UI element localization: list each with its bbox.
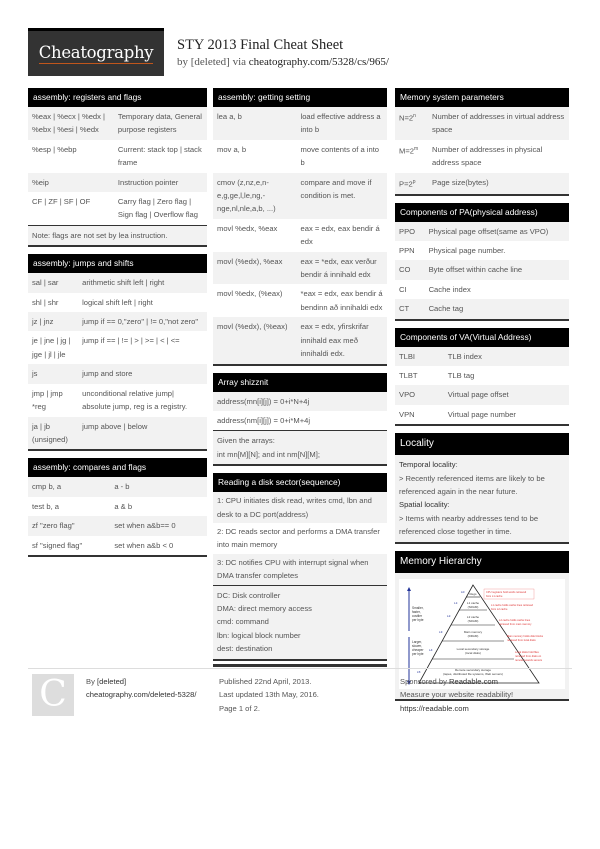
column-2 [213, 88, 387, 668]
svg-text:L1 cache holds cache lines ret: L1 cache holds cache lines retrieved [491, 603, 533, 607]
page-subtitle: by [deleted] via cheatography.com/5328/cs/965/ [177, 55, 389, 68]
section-registers [28, 88, 207, 247]
footer-sponsor: Sponsored by Readable.com Measure your website readability! https://readable.com [400, 675, 513, 715]
va-table [395, 347, 569, 425]
locality-body: Temporal locality: > Recently referenced items are likely to be referenced again in the near future. Spatial locality: > Items with nearby addresses tend to be referenced close together in time. [395, 455, 569, 541]
section-title: Memory Hierarchy [395, 551, 569, 573]
section-title: Array shizznit [213, 373, 387, 392]
svg-text:retrieved from local disks: retrieved from local disks [507, 638, 536, 642]
svg-text:L2:: L2: [447, 613, 452, 618]
footer-publish-info: Published 22nd April, 2013. Last updated 13th May, 2016. Page 1 of 2. [219, 677, 319, 713]
table-row: VPN Virtual page number [395, 405, 569, 424]
author-link[interactable]: [deleted] [97, 677, 127, 686]
column-1 [28, 88, 207, 564]
table-row: sf "signed flag" set when a&b < 0 [28, 536, 207, 555]
svg-text:L1:: L1: [454, 600, 459, 605]
section-title: assembly: registers and flags [28, 88, 207, 107]
svg-text:retrieved from main memory: retrieved from main memory [499, 622, 532, 626]
svg-text:faster,: faster, [412, 609, 421, 614]
table-row: js jump and store [28, 364, 207, 383]
getting-table [213, 107, 387, 364]
table-row: VPO Virtual page offset [395, 385, 569, 404]
table-row: %eax | %ecx | %edx | %ebx | %esi | %edx Temporary data, General purpose registers [28, 107, 207, 140]
table-row: PPN Physical page number. [395, 241, 569, 260]
table-row: sal | sar arithmetic shift left | right [28, 273, 207, 292]
sponsor-link[interactable]: Readable.com [449, 677, 498, 686]
table-row: movl (%edx), %eax eax = *edx, eax verður bendir á innihald edx [213, 252, 387, 285]
svg-text:per byte: per byte [412, 651, 424, 656]
table-row: %esp | %ebp Current: stack top | stack frame [28, 140, 207, 173]
svg-text:L0:: L0: [461, 589, 466, 594]
table-row: mov a, b move contents of a into b [213, 140, 387, 173]
table-row: cmp b, a a - b [28, 477, 207, 496]
svg-text:Remote secondary storage: Remote secondary storage [454, 667, 492, 672]
table-row: address(nm[i][j]) = 0+i*M+4j [213, 411, 387, 430]
svg-text:remote network servers: remote network servers [515, 658, 543, 662]
list-item: 1: CPU initiates disk read, writes cmd, lbn and desk to a DC port(address) [213, 492, 387, 523]
svg-text:(local disks): (local disks) [465, 650, 481, 655]
list-item: 3: DC notifies CPU with interrupt signal when DMA transfer completes [213, 554, 387, 585]
author-avatar[interactable]: C [32, 674, 74, 716]
table-row: shl | shr logical shift left | right [28, 293, 207, 312]
section-va [395, 328, 569, 427]
table-row: %eip Instruction pointer [28, 173, 207, 192]
svg-text:L4:: L4: [429, 647, 434, 652]
svg-text:L2 cache holds cache lines: L2 cache holds cache lines [499, 618, 531, 622]
section-pa [395, 203, 569, 321]
section-disk-read [213, 473, 387, 660]
table-row: je | jne | jg | jge | jl | jle jump if == | != | > | >= | < | <= [28, 331, 207, 364]
footer-author: By [deleted] cheatography.com/deleted-5328/ [86, 675, 206, 702]
svg-text:(SRAM): (SRAM) [467, 604, 479, 609]
column-3 [395, 88, 569, 708]
section-getting-setting [213, 88, 387, 366]
pa-table [395, 222, 569, 319]
sponsor-url[interactable]: https://readable.com [400, 703, 469, 713]
section-title: assembly: getting setting [213, 88, 387, 107]
array-table [213, 392, 387, 431]
section-title: assembly: compares and flags [28, 458, 207, 477]
table-row: CI Cache index [395, 280, 569, 299]
svg-text:L5:: L5: [417, 669, 422, 674]
svg-text:Main memory: Main memory [463, 629, 483, 634]
section-title: Memory system parameters [395, 88, 569, 107]
table-row: zf "zero flag" set when a&b== 0 [28, 516, 207, 535]
table-row: $N=2^n$ Number of addresses in virtual address space [395, 107, 569, 140]
registers-note: Note: flags are not set by lea instruction. [28, 225, 207, 245]
table-row: address(mn[i][j]) = 0+i*N+4j [213, 392, 387, 411]
table-row: test b, a a & b [28, 497, 207, 516]
table-row: PPO Physical page offset(same as VPO) [395, 222, 569, 241]
svg-text:L3:: L3: [439, 629, 444, 634]
section-array [213, 373, 387, 467]
table-row: $M=2^m$ Number of addresses in physical address space [395, 140, 569, 173]
svg-text:costlier: costlier [412, 613, 423, 618]
table-row: CT Cache tag [395, 299, 569, 318]
svg-text:Regs: Regs [469, 591, 477, 596]
section-title: Components of PA(physical address) [395, 203, 569, 222]
svg-text:Main memory holds disk blocks: Main memory holds disk blocks [507, 634, 544, 638]
svg-text:Larger,: Larger, [412, 639, 422, 644]
svg-text:L1 cache: L1 cache [466, 600, 480, 605]
svg-text:from L1 cache: from L1 cache [486, 594, 503, 598]
section-title: Locality [395, 433, 569, 455]
table-row: movl (%edx), (%eax) eax = edx, yfirskrifar innihald eax með innihaldi edx. [213, 317, 387, 363]
table-row: movl %edx, (%eax) *eax = edx, eax bendir á bendinn að innihaldi edx [213, 284, 387, 317]
table-row: CF | ZF | SF | OF Carry flag | Zero flag | Sign flag | Overflow flag [28, 192, 207, 225]
section-jumps [28, 254, 207, 451]
table-row: $P=2^p$ Page size(bytes) [395, 173, 569, 194]
registers-table [28, 107, 207, 225]
table-row: CO Byte offset within cache line [395, 260, 569, 279]
table-row: jz | jnz jump if == 0,"zero" | != 0,"not zero" [28, 312, 207, 331]
svg-text:(DRAM): (DRAM) [467, 633, 479, 638]
page-title: STY 2013 Final Cheat Sheet [177, 36, 344, 53]
section-memory-params [395, 88, 569, 196]
table-row: movl %edx, %eax eax = edx, eax bendir á edx [213, 219, 387, 252]
svg-text:Local secondary storage: Local secondary storage [456, 646, 490, 651]
section-title: Components of VA(Virtual Address) [395, 328, 569, 347]
list-item: 2: DC reads sector and performs a DMA transfer into main memory [217, 526, 380, 550]
disk-glossary: DC: Disk controller DMA: direct memory access cmd: command lbn: logical block number dest: destination [213, 585, 387, 659]
disk-steps [213, 492, 387, 584]
table-row: TLBT TLB tag [395, 366, 569, 385]
cheatography-logo[interactable]: Cheatography [28, 28, 164, 76]
table-row: cmov (z,nz,e,n-e,g,ge,l,le,ng,-nge,nl,nle,a,b, ...) compare and move if condition is met. [213, 173, 387, 219]
section-compares [28, 458, 207, 557]
svg-text:from L2 cache: from L2 cache [491, 607, 508, 611]
author-url[interactable]: cheatography.com/deleted-5328/ [86, 690, 197, 700]
section-title: assembly: jumps and shifts [28, 254, 207, 273]
page-footer [28, 668, 572, 728]
table-row: lea a, b load effective address a into b [213, 107, 387, 140]
table-row: TLBI TLB index [395, 347, 569, 366]
array-note: Given the arrays: int mn[M][N]; and int nm[N][M]; [213, 430, 387, 464]
svg-text:(tapes, distributed file syste: (tapes, distributed file systems, Web servers) [443, 671, 503, 676]
svg-text:slower,: slower, [412, 643, 422, 648]
jumps-table [28, 273, 207, 449]
section-locality [395, 433, 569, 543]
svg-text:L2 cache: L2 cache [466, 614, 480, 619]
section-title: Reading a disk sector(sequence) [213, 473, 387, 492]
table-row: ja | jb (unsigned) jump above | below [28, 417, 207, 450]
svg-text:cheaper: cheaper [412, 647, 424, 652]
svg-text:retrieved from disks on: retrieved from disks on [515, 654, 542, 658]
memparams-table [395, 107, 569, 194]
svg-text:(SRAM): (SRAM) [467, 618, 479, 623]
compares-table [28, 477, 207, 555]
svg-text:CPU registers hold words retri: CPU registers hold words retrieved [486, 590, 527, 594]
divider [213, 664, 387, 667]
table-row: jmp | jmp *reg unconditional relative jump| absolute jump, reg is a registry. [28, 384, 207, 417]
page-header [28, 28, 572, 76]
sheet-url[interactable]: cheatography.com/5328/cs/965/ [248, 55, 389, 68]
svg-text:per byte: per byte [412, 617, 424, 622]
svg-text:Local disks hold files: Local disks hold files [515, 650, 539, 654]
svg-text:Smaller,: Smaller, [412, 605, 424, 610]
